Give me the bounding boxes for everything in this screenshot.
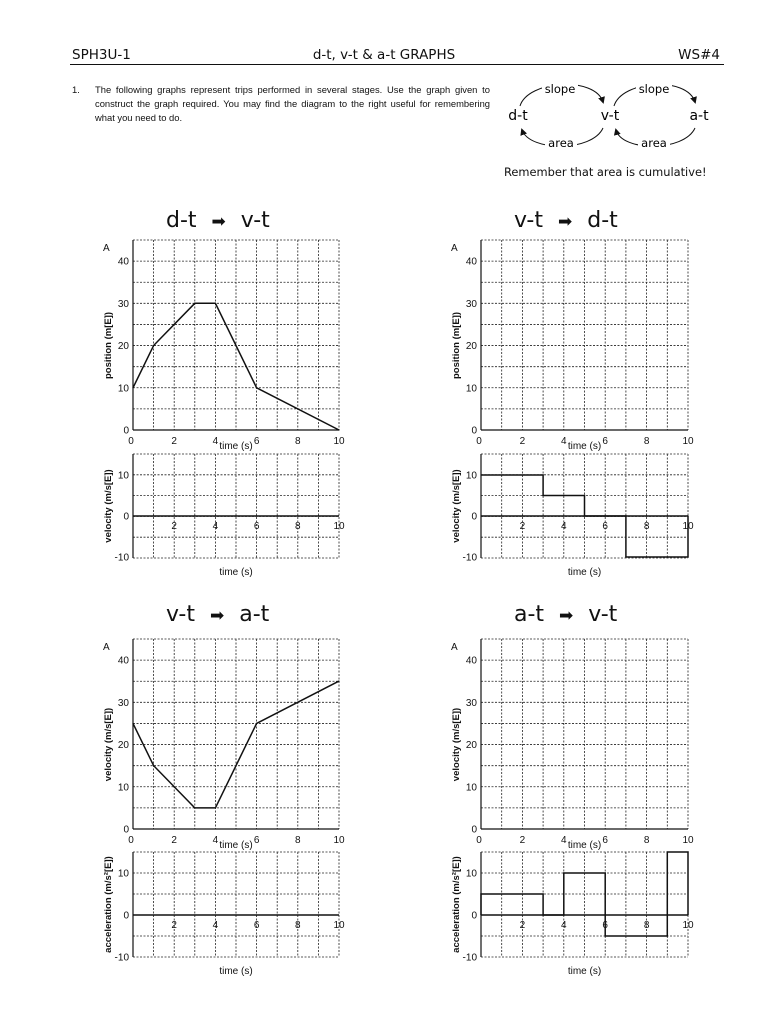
top-graph-grid <box>133 639 339 829</box>
bottom-x-tick-label: 8 <box>643 920 650 931</box>
bottom-x-tick-label: 4 <box>561 521 567 532</box>
top-graph-corner-label: A <box>451 243 458 254</box>
top-x-tick-label: 10 <box>333 835 345 846</box>
bottom-x-tick-label: 8 <box>295 521 301 532</box>
top-x-axis-label: time (s) <box>567 840 602 851</box>
cycle-node-at: a-t <box>689 108 709 124</box>
top-y-tick-label: 0 <box>471 824 477 836</box>
bottom-x-axis-label: time (s) <box>567 966 602 977</box>
bottom-x-tick-label: 6 <box>602 521 608 532</box>
data-point <box>215 303 216 304</box>
panel-title-from: d-t <box>166 208 197 233</box>
bottom-x-tick-label: 10 <box>333 521 345 532</box>
data-point <box>480 914 481 915</box>
bottom-y-axis-label: acceleration (m/s²[E]) <box>103 856 114 953</box>
area-label-left: area <box>548 136 574 150</box>
data-point <box>584 515 585 516</box>
slope-label-right: slope <box>638 82 670 96</box>
data-point <box>132 723 133 724</box>
data-point <box>256 723 257 724</box>
question-text: The following graphs represent trips performed in several stages. Use the graph given to construct the graph required. You may find the diagram to the right useful for remembering what you need to do. <box>95 84 490 124</box>
bottom-x-tick-label: 2 <box>519 521 526 532</box>
bottom-y-tick-label: 0 <box>471 511 477 523</box>
top-y-axis-label: velocity (m/s[E]) <box>451 707 462 782</box>
panel-title-to: d-t <box>587 208 618 233</box>
top-y-tick-label: 40 <box>465 256 477 268</box>
top-x-axis-label: time (s) <box>219 441 253 452</box>
bottom-x-tick-label: 6 <box>253 920 260 931</box>
bottom-x-axis-label: time (s) <box>219 567 253 578</box>
bottom-y-axis-label: velocity (m/s[E]) <box>103 469 114 543</box>
question-number: 1. <box>72 84 80 95</box>
top-y-tick-label: 10 <box>117 383 129 395</box>
data-point <box>153 765 154 766</box>
data-point <box>687 914 688 915</box>
panel-title-from: v-t <box>514 208 543 233</box>
top-x-tick-label: 8 <box>643 436 650 447</box>
top-y-tick-label: 10 <box>465 782 477 794</box>
bottom-x-tick-label: 10 <box>333 920 345 931</box>
top-y-tick-label: 20 <box>465 740 477 751</box>
top-y-tick-label: 40 <box>117 655 129 667</box>
top-y-axis-label: velocity (m/s[E]) <box>103 707 114 782</box>
data-point <box>625 515 626 516</box>
top-x-tick-label: 0 <box>476 835 482 846</box>
bottom-x-tick-label: 2 <box>171 521 177 532</box>
top-graph-corner-label: A <box>103 243 110 254</box>
bottom-y-axis-label: acceleration (m/s²[E]) <box>451 856 462 953</box>
top-x-tick-label: 0 <box>128 835 134 846</box>
data-point <box>687 515 688 516</box>
bottom-x-tick-label: 4 <box>212 920 219 931</box>
block-arrow-icon: ➡ <box>211 212 226 232</box>
bottom-y-tick-label: 10 <box>117 470 129 482</box>
top-x-tick-label: 2 <box>519 835 526 846</box>
bottom-y-tick-label: 0 <box>471 910 477 922</box>
data-point <box>543 914 544 915</box>
bottom-y-tick-label: -10 <box>462 552 477 564</box>
data-point <box>338 429 339 430</box>
top-y-tick-label: 40 <box>117 256 129 268</box>
area-label-right: area <box>641 136 667 150</box>
data-point <box>256 387 257 388</box>
top-y-tick-label: 30 <box>117 697 129 709</box>
top-y-tick-label: 30 <box>465 697 477 709</box>
panel-title-to: a-t <box>239 602 270 627</box>
worksheet-title: d-t, v-t & a-t GRAPHS <box>312 47 456 63</box>
cycle-node-vt: v-t <box>600 108 620 124</box>
course-code: SPH3U-1 <box>72 47 131 63</box>
panel-title-from: a-t <box>514 602 545 627</box>
top-x-tick-label: 8 <box>295 436 301 447</box>
top-x-tick-label: 6 <box>253 835 260 846</box>
panel-title-to: v-t <box>240 208 270 233</box>
bottom-x-axis-label: time (s) <box>219 966 253 977</box>
data-point <box>563 914 564 915</box>
block-arrow-icon: ➡ <box>558 212 573 232</box>
bottom-x-axis-label: time (s) <box>567 567 602 578</box>
area-cumulative-note: Remember that area is cumulative! <box>504 165 707 179</box>
bottom-y-tick-label: -10 <box>114 952 129 964</box>
data-point <box>605 872 606 873</box>
bottom-y-tick-label: 10 <box>465 470 477 482</box>
data-point <box>584 495 585 496</box>
data-point <box>480 893 481 894</box>
top-y-tick-label: 30 <box>465 298 477 310</box>
data-point <box>153 345 154 346</box>
bottom-x-tick-label: 2 <box>519 920 526 931</box>
top-y-tick-label: 40 <box>465 655 477 667</box>
bottom-x-tick-label: 8 <box>295 920 301 931</box>
top-x-tick-label: 0 <box>476 436 482 447</box>
bottom-y-tick-label: -10 <box>114 552 129 564</box>
bottom-x-tick-label: 2 <box>171 920 177 931</box>
top-graph-corner-label: A <box>103 642 110 653</box>
bottom-y-tick-label: 0 <box>123 511 129 523</box>
bottom-graph-grid <box>133 454 339 558</box>
data-point <box>543 474 544 475</box>
top-x-tick-label: 6 <box>602 835 608 846</box>
bottom-x-tick-label: 6 <box>253 521 260 532</box>
top-x-tick-label: 10 <box>682 436 694 447</box>
top-x-tick-label: 4 <box>561 436 567 447</box>
bottom-y-tick-label: 0 <box>123 910 129 922</box>
data-point <box>625 556 626 557</box>
top-y-tick-label: 10 <box>117 782 129 794</box>
top-x-tick-label: 0 <box>128 436 134 447</box>
bottom-x-tick-label: 4 <box>561 920 567 931</box>
cycle-node-dt: d-t <box>508 108 528 124</box>
data-point <box>480 474 481 475</box>
data-point <box>563 872 564 873</box>
block-arrow-icon: ➡ <box>559 606 574 626</box>
data-point <box>667 935 668 936</box>
top-x-tick-label: 2 <box>519 436 526 447</box>
top-x-tick-label: 6 <box>253 436 260 447</box>
top-x-axis-label: time (s) <box>567 441 602 452</box>
panel-title-to: v-t <box>588 602 618 627</box>
top-y-tick-label: 20 <box>117 341 129 352</box>
top-x-axis-label: time (s) <box>219 840 253 851</box>
bottom-x-tick-label: 6 <box>602 920 608 931</box>
bottom-y-tick-label: 10 <box>117 868 129 880</box>
top-y-axis-label: position (m[E]) <box>451 311 462 380</box>
slope-label-left: slope <box>544 82 576 96</box>
top-graph-grid <box>481 240 688 430</box>
block-arrow-icon: ➡ <box>210 606 225 626</box>
bottom-graph-grid <box>481 852 688 957</box>
top-x-tick-label: 2 <box>171 436 177 447</box>
top-x-tick-label: 4 <box>561 835 567 846</box>
worksheet-number: WS#4 <box>678 47 720 63</box>
data-point <box>194 807 195 808</box>
top-x-tick-label: 10 <box>333 436 345 447</box>
top-y-tick-label: 0 <box>123 824 129 836</box>
data-point <box>687 851 688 852</box>
top-x-tick-label: 2 <box>171 835 177 846</box>
bottom-y-axis-label: velocity (m/s[E]) <box>451 469 462 543</box>
top-x-tick-label: 8 <box>643 835 650 846</box>
data-point <box>605 935 606 936</box>
top-y-tick-label: 0 <box>123 425 129 437</box>
top-y-tick-label: 0 <box>471 425 477 437</box>
top-x-tick-label: 10 <box>682 835 694 846</box>
bottom-graph-grid <box>133 852 339 957</box>
top-graph-grid <box>481 639 688 829</box>
bottom-y-tick-label: 10 <box>465 868 477 880</box>
bottom-x-tick-label: 10 <box>682 920 694 931</box>
top-y-axis-label: position (m[E]) <box>103 311 114 380</box>
data-point <box>543 495 544 496</box>
panel-title-from: v-t <box>166 602 195 627</box>
data-point <box>543 893 544 894</box>
data-point <box>132 387 133 388</box>
data-point <box>338 681 339 682</box>
top-graph-corner-label: A <box>451 642 458 653</box>
bottom-x-tick-label: 10 <box>682 521 694 532</box>
bottom-y-tick-label: -10 <box>462 952 477 964</box>
top-x-tick-label: 8 <box>295 835 301 846</box>
top-x-tick-label: 4 <box>212 835 219 846</box>
data-point <box>667 851 668 852</box>
data-point <box>215 807 216 808</box>
top-y-tick-label: 20 <box>465 341 477 352</box>
top-y-tick-label: 10 <box>465 383 477 395</box>
bottom-x-tick-label: 8 <box>643 521 650 532</box>
bottom-x-tick-label: 4 <box>212 521 219 532</box>
top-x-tick-label: 6 <box>602 436 608 447</box>
top-x-tick-label: 4 <box>212 436 219 447</box>
data-point <box>194 303 195 304</box>
top-y-tick-label: 20 <box>117 740 129 751</box>
top-y-tick-label: 30 <box>117 298 129 310</box>
data-point <box>687 556 688 557</box>
